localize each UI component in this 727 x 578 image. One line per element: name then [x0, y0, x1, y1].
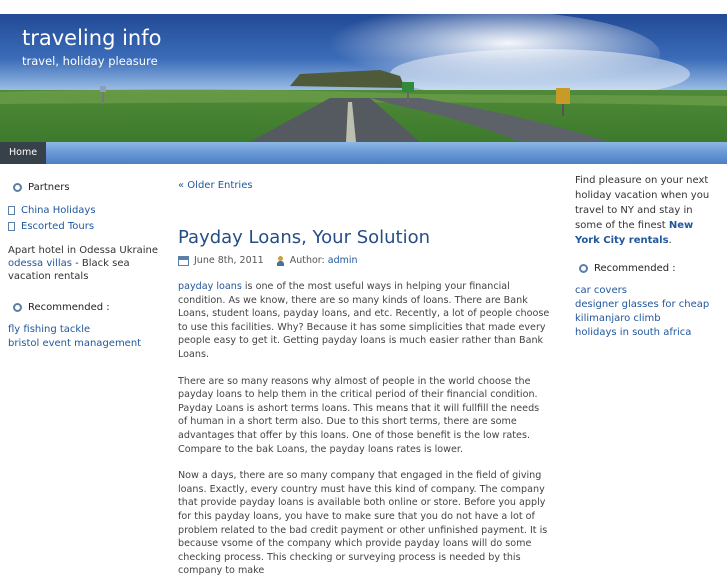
- recommended-link-kilimanjaro[interactable]: kilimanjaro climb: [575, 313, 661, 324]
- site-description: travel, holiday pleasure: [22, 54, 158, 68]
- post-paragraph-2: There are so many reasons why almost of people in the world choose the payday loans to help them in the critical period of their financial condition. Payday Loans is ashort terms loans. This means that it will fullfill the needs of human in a short term also. Due to this short terms, there are some advantages that offer by this loans. One of those benefit is the low rates. Compare to the bak Loans, the payday loans rates is lower.: [178, 375, 540, 455]
- post-paragraph-3: Now a days, there are so many company that engaged in the field of giving loans. Exactly, every country must have this kind of company. The company that provide payday loans is available both online or store. Before you apply for this payday loans, you have to make sure that you do not have a lot of problem related to the bad credit payment or other unfinished payment. It is because vsome of the company which provide payday loans will do some checking process. This checking or surveying process is needed by this company to make: [178, 470, 548, 577]
- author-prefix: Author:: [289, 255, 325, 266]
- partners-widget-title: [13, 180, 166, 194]
- post-date: June 8th, 2011: [194, 255, 264, 266]
- right-promo-text: [575, 173, 715, 248]
- promo-text-2: - Black sea vacation rentals: [8, 258, 130, 282]
- paragraph-1-text: is one of the most useful ways in helping your financial condition. As we know, there are so many kinds of loans. There are Bank Loans, student loans, payday loans, and etc. Recently, a lot of people choose to use this facilities. Why? Because it has some simplicities that made every people easy to get it. Getting payday loans is much easier rather than Bank Loans.: [178, 281, 550, 360]
- recommended-link-south-africa[interactable]: holidays in south africa: [575, 327, 692, 338]
- post-paragraph-1: [178, 280, 550, 362]
- new-york-rentals-link[interactable]: New York City rentals: [575, 220, 694, 246]
- older-entries-link[interactable]: « Older Entries: [178, 180, 253, 191]
- recommended-link-fly-fishing[interactable]: fly fishing tackle: [8, 324, 91, 335]
- right-recommended-widget-title: [579, 261, 715, 275]
- left-sidebar: [8, 180, 166, 351]
- partner-link-escorted-tours[interactable]: Escorted Tours: [21, 220, 95, 232]
- page-icon: [8, 206, 15, 215]
- nav-bar: [0, 142, 727, 164]
- partners-title-text: Partners: [28, 181, 70, 193]
- calendar-icon: [178, 256, 189, 266]
- recommended-link-bristol-event[interactable]: bristol event management: [8, 338, 142, 349]
- recommended-link-car-covers[interactable]: car covers: [575, 285, 627, 296]
- recommended-link-designer-glasses[interactable]: designer glasses for cheap: [575, 299, 710, 310]
- post-meta: [178, 255, 550, 266]
- post-title[interactable]: Payday Loans, Your Solution: [178, 227, 431, 248]
- site-header: [0, 14, 727, 142]
- recommended-title-text: Recommended :: [28, 301, 110, 313]
- right-promo-text-1: Find pleasure on your next holiday vacation when you travel to NY and stay in some of the finest: [575, 175, 710, 231]
- promo-text-1: Apart hotel in Odessa Ukraine: [8, 245, 159, 256]
- right-recommended-list: [575, 284, 715, 340]
- main-content: [178, 180, 550, 578]
- nav-home-tab[interactable]: Home: [0, 142, 46, 164]
- partners-list: [8, 202, 166, 234]
- right-recommended-title-text: Recommended :: [594, 262, 676, 274]
- bullet-icon: [13, 303, 22, 312]
- author-icon: [276, 256, 285, 266]
- payday-loans-link[interactable]: payday loans: [178, 281, 242, 292]
- promo-text-block: [8, 244, 166, 283]
- left-recommended-list: [8, 323, 166, 351]
- bullet-icon: [579, 264, 588, 273]
- right-promo-text-2: .: [668, 235, 672, 246]
- partner-item: [8, 202, 166, 218]
- right-sidebar: [575, 173, 715, 340]
- bullet-icon: [13, 183, 22, 192]
- promo-link-odessa-villas[interactable]: odessa villas: [8, 258, 72, 269]
- partner-link-china-holidays[interactable]: China Holidays: [21, 204, 96, 216]
- partner-item: [8, 218, 166, 234]
- page-icon: [8, 222, 15, 231]
- recommended-widget-title: [13, 300, 166, 314]
- site-title[interactable]: traveling info: [22, 26, 162, 50]
- author-link[interactable]: admin: [327, 255, 358, 266]
